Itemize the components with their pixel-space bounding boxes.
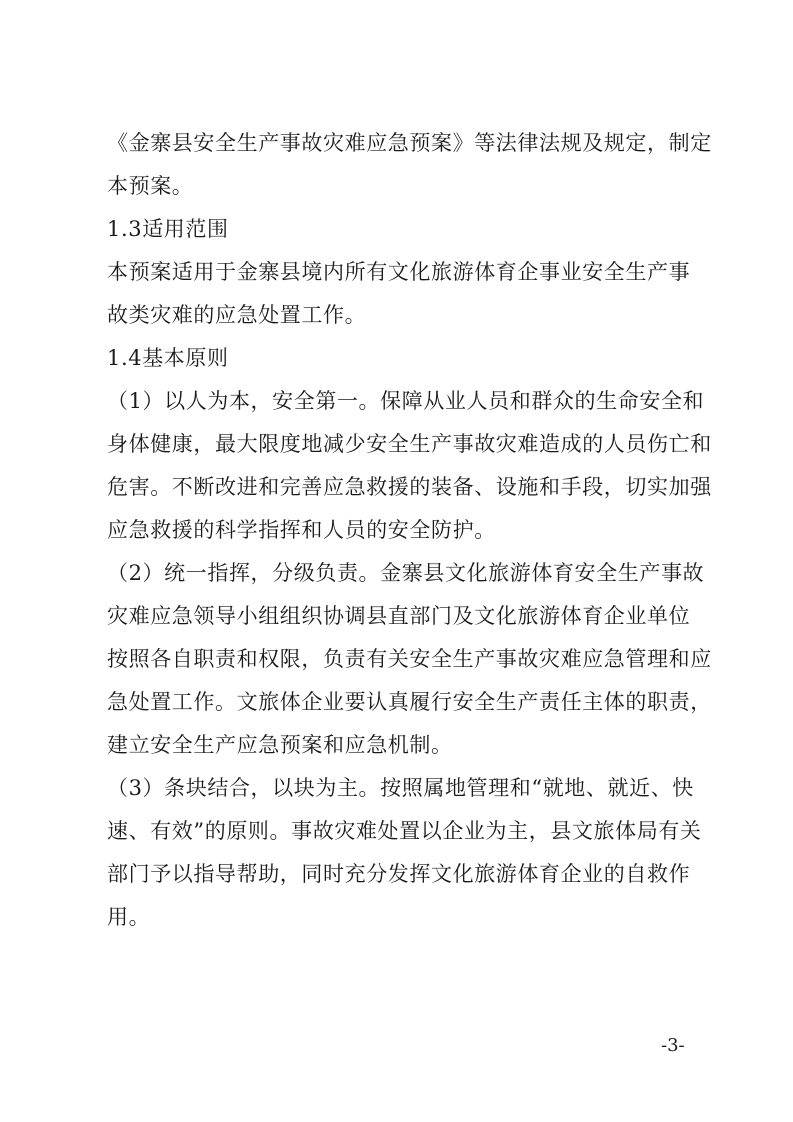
text-line: 身体健康，最大限度地减少安全生产事故灾难造成的人员伤亡和 (107, 432, 712, 456)
text-line: （3）条块结合，以块为主。按照属地管理和“就地、就近、快 (107, 776, 694, 800)
text-line: 危害。不断改进和完善应急救援的装备、设施和手段，切实加强 (107, 475, 712, 499)
text-line: 用。 (107, 905, 151, 929)
section-heading: 1.3适用范围 (107, 217, 229, 241)
text-line: 本预案适用于金寨县境内所有文化旅游体育企事业安全生产事 (107, 260, 691, 284)
text-line: （1）以人为本，安全第一。保障从业人员和群众的生命安全和 (107, 389, 705, 413)
text-line: （2）统一指挥，分级负责。金寨县文化旅游体育安全生产事故 (107, 561, 705, 585)
text-line: 故类灾难的应急处置工作。 (107, 303, 367, 327)
page-number: -3- (661, 1035, 685, 1056)
text-line: 灾难应急领导小组组织协调县直部门及文化旅游体育企业单位 (107, 604, 691, 628)
text-line: 《金寨县安全生产事故灾难应急预案》等法律法规及规定，制定 (107, 131, 712, 155)
text-line: 急处置工作。文旅体企业要认真履行安全生产责任主体的职责， (107, 690, 712, 714)
text-line: 按照各自职责和权限，负责有关安全生产事故灾难应急管理和应 (107, 647, 712, 671)
section-heading: 1.4基本原则 (107, 346, 229, 370)
text-line: 应急救援的科学指挥和人员的安全防护。 (107, 518, 496, 542)
text-line: 建立安全生产应急预案和应急机制。 (107, 733, 453, 757)
text-line: 本预案。 (107, 174, 194, 198)
text-line: 速、有效”的原则。事故灾难处置以企业为主，县文旅体局有关 (107, 819, 702, 843)
text-line: 部门予以指导帮助，同时充分发挥文化旅游体育企业的自救作 (107, 862, 691, 886)
